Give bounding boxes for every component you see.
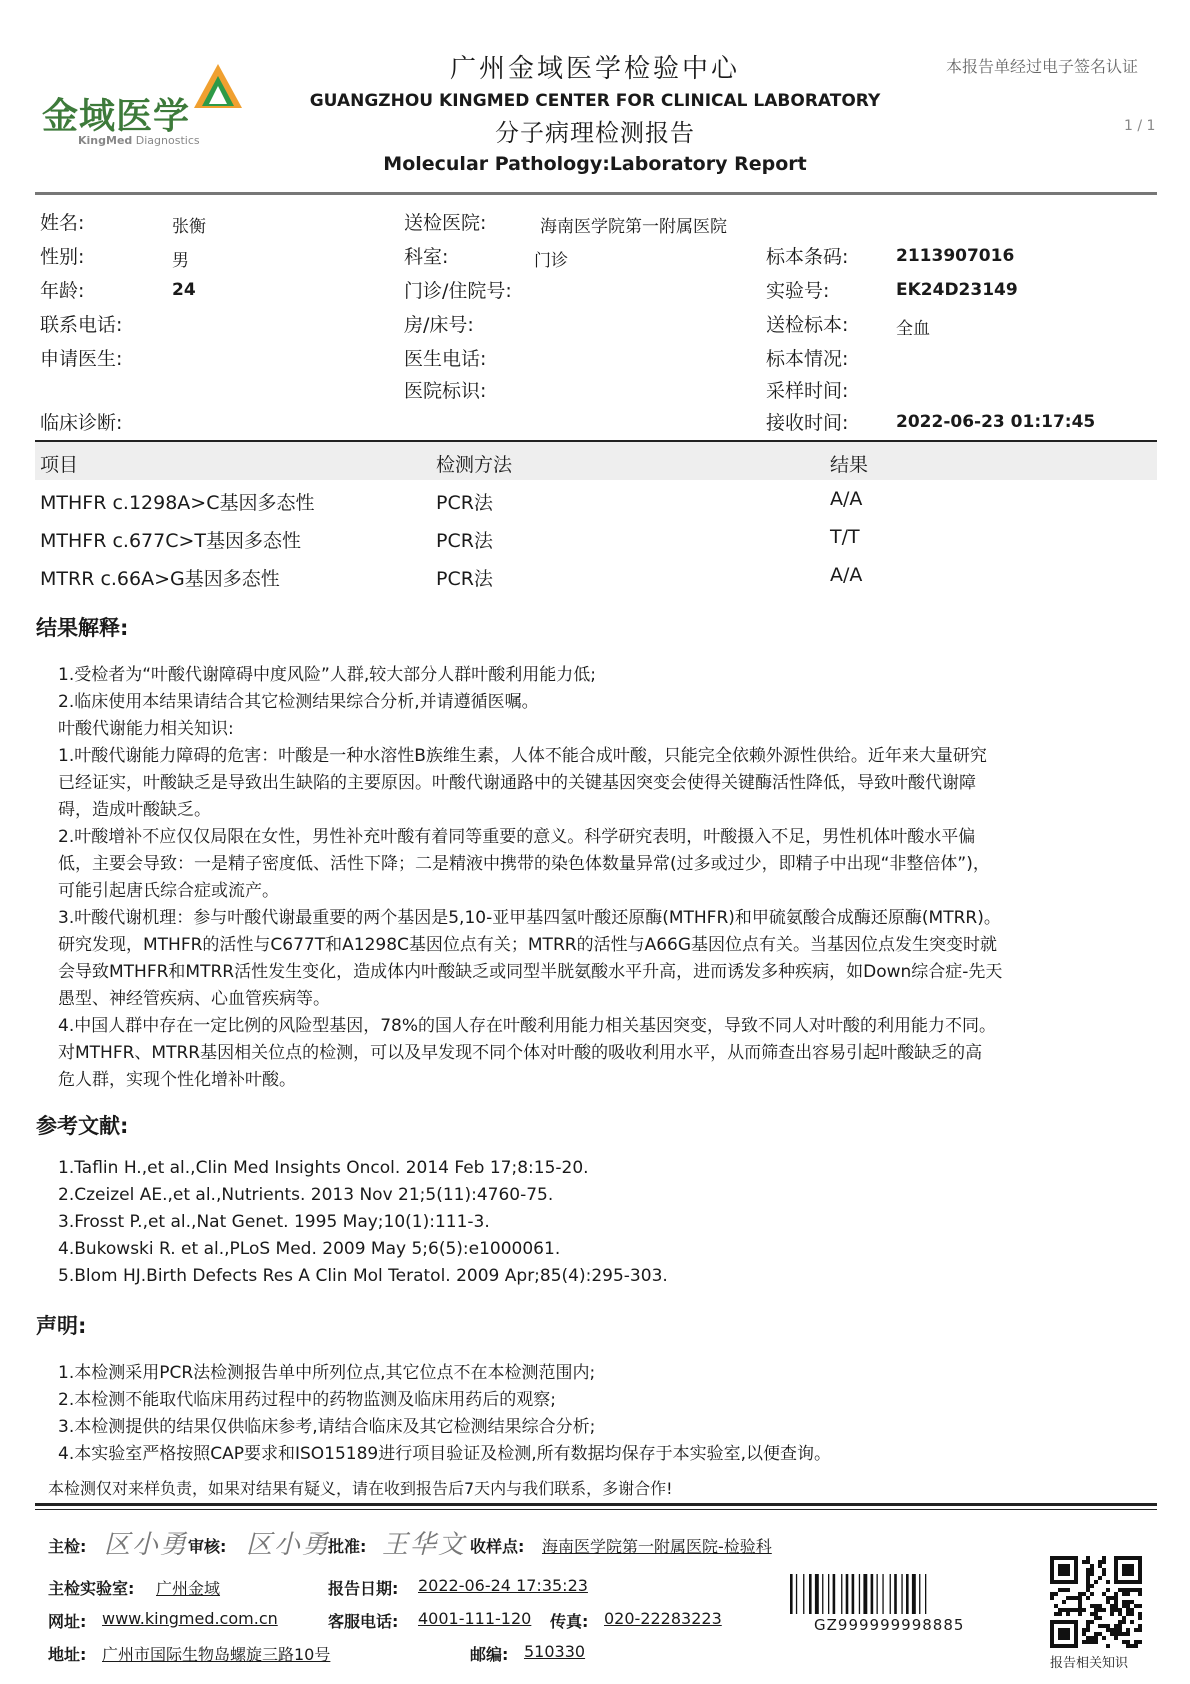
qr-module xyxy=(1138,1628,1142,1632)
qr-module xyxy=(1138,1612,1142,1616)
qr-module xyxy=(1130,1608,1134,1612)
qr-module xyxy=(1102,1608,1106,1612)
barcode-bar xyxy=(859,1574,860,1614)
col-header-result: 结果 xyxy=(830,454,869,476)
qr-module xyxy=(1086,1596,1090,1600)
qr-finder-core xyxy=(1058,1628,1070,1640)
qr-module xyxy=(1058,1608,1062,1612)
qr-module xyxy=(1086,1588,1090,1592)
reference-item: 3.Frosst P.,et al.,Nat Genet. 1995 May;10(1):111-3. xyxy=(58,1212,490,1232)
fax-value: 020-22283223 xyxy=(604,1609,722,1628)
qr-module xyxy=(1106,1600,1110,1604)
qr-module xyxy=(1126,1604,1130,1608)
qr-module xyxy=(1106,1596,1110,1600)
logo-sub: Diagnostics xyxy=(135,134,200,147)
row-result: A/A xyxy=(830,564,863,586)
qr-module xyxy=(1094,1616,1098,1620)
qr-caption: 报告相关知识 xyxy=(1050,1656,1129,1671)
qr-module xyxy=(1138,1588,1142,1592)
reference-item: 2.Czeizel AE.,et al.,Nutrients. 2013 Nov 21;5(11):4760-75. xyxy=(58,1185,554,1205)
interpretation-title: 结果解释: xyxy=(36,616,129,640)
qr-module xyxy=(1122,1620,1126,1624)
qr-module xyxy=(1086,1580,1090,1584)
fax-label: 传真: xyxy=(550,1612,589,1631)
row-item: MTRR c.66A>G基因多态性 xyxy=(40,568,280,590)
statement-item: 1.本检测采用PCR法检测报告单中所列位点,其它位点不在本检测范围内; xyxy=(58,1363,596,1383)
qr-module xyxy=(1130,1620,1134,1624)
qr-module xyxy=(1130,1600,1134,1604)
qr-module xyxy=(1102,1592,1106,1596)
qr-module xyxy=(1090,1564,1094,1568)
qr-module xyxy=(1098,1564,1102,1568)
barcode-bar xyxy=(863,1574,867,1614)
barcode-bar xyxy=(822,1574,823,1614)
footer-divider-bottom xyxy=(35,1509,1157,1510)
barcode-bar xyxy=(894,1574,897,1614)
qr-module xyxy=(1058,1612,1062,1616)
qr-module xyxy=(1086,1556,1090,1560)
report-date-value: 2022-06-24 17:35:23 xyxy=(418,1576,588,1595)
specimen-barcode xyxy=(788,1574,968,1614)
qr-module xyxy=(1110,1632,1114,1636)
interp-line: 已经证实，叶酸缺乏是导致出生缺陷的主要原因。叶酸代谢通路中的关键基因突变会使得关键酶活性降低，导致叶酸代谢障 xyxy=(58,773,976,793)
qr-module xyxy=(1090,1592,1094,1596)
qr-module xyxy=(1118,1628,1122,1632)
qr-module xyxy=(1102,1556,1106,1560)
qr-module xyxy=(1054,1612,1058,1616)
qr-module xyxy=(1114,1592,1118,1596)
qr-module xyxy=(1054,1592,1058,1596)
barcode-bar xyxy=(871,1574,874,1614)
barcode-label: 标本条码: xyxy=(766,246,849,268)
qr-module xyxy=(1062,1608,1066,1612)
qr-module xyxy=(1126,1588,1130,1592)
barcode-bar xyxy=(833,1574,836,1614)
statement-item: 2.本检测不能取代临床用药过程中的药物监测及临床用药后的观察; xyxy=(58,1390,556,1410)
qr-module xyxy=(1106,1644,1110,1648)
qr-module xyxy=(1114,1604,1118,1608)
qr-module xyxy=(1078,1604,1082,1608)
references-title: 参考文献: xyxy=(36,1114,129,1138)
interp-line: 低，主要会导致：一是精子密度低、活性下降；二是精液中携带的染色体数量异常(过多或过少，即精子中出现“非整倍体”)， xyxy=(58,854,990,874)
qr-module xyxy=(1078,1592,1082,1596)
row-result: A/A xyxy=(830,488,863,510)
age-label: 年龄: xyxy=(40,280,85,302)
qr-module xyxy=(1070,1608,1074,1612)
qr-module xyxy=(1082,1608,1086,1612)
qr-module xyxy=(1102,1560,1106,1564)
name-label: 姓名: xyxy=(40,212,85,234)
qr-module xyxy=(1102,1568,1106,1572)
qr-module xyxy=(1106,1580,1110,1584)
qr-module xyxy=(1050,1592,1054,1596)
qr-module xyxy=(1126,1600,1130,1604)
qr-module xyxy=(1110,1608,1114,1612)
specimen-value: 全血 xyxy=(896,319,930,339)
interp-line: 碍，造成叶酸缺乏。 xyxy=(58,800,211,820)
specimen-status-label: 标本情况: xyxy=(766,348,849,370)
qr-module xyxy=(1114,1636,1118,1640)
qr-module xyxy=(1114,1600,1118,1604)
qr-module xyxy=(1082,1632,1086,1636)
qr-module xyxy=(1102,1624,1106,1628)
qr-module xyxy=(1086,1568,1090,1572)
barcode-bar xyxy=(877,1574,878,1614)
lab-value: 广州金域 xyxy=(156,1579,221,1598)
qr-module xyxy=(1094,1612,1098,1616)
qr-module xyxy=(1086,1576,1090,1580)
qr-module xyxy=(1086,1640,1090,1644)
logo-brand: KingMed xyxy=(78,134,133,147)
qr-module xyxy=(1082,1628,1086,1632)
interp-line: 可能引起唐氏综合症或流产。 xyxy=(58,881,279,901)
reference-item: 1.Taflin H.,et al.,Clin Med Insights Oncol. 2014 Feb 17;8:15-20. xyxy=(58,1158,589,1178)
reviewer-signature: 区小勇 xyxy=(246,1530,331,1560)
statement-item: 3.本检测提供的结果仅供临床参考,请结合临床及其它检测结果综合分析; xyxy=(58,1417,596,1437)
qr-module xyxy=(1090,1636,1094,1640)
qr-module xyxy=(1074,1596,1078,1600)
qr-module xyxy=(1130,1644,1134,1648)
tester-signature: 区小勇 xyxy=(104,1530,189,1560)
collection-point-label: 收样点: xyxy=(470,1537,525,1556)
receive-time-value: 2022-06-23 01:17:45 xyxy=(896,412,1096,432)
qr-module xyxy=(1134,1588,1138,1592)
barcode-bar xyxy=(882,1574,883,1614)
lab-label: 主检实验室: xyxy=(48,1579,135,1598)
qr-module xyxy=(1094,1632,1098,1636)
qr-module xyxy=(1114,1608,1118,1612)
barcode-bar xyxy=(846,1574,849,1614)
qr-module xyxy=(1094,1636,1098,1640)
qr-module xyxy=(1074,1608,1078,1612)
qr-module xyxy=(1086,1636,1090,1640)
qr-module xyxy=(1094,1640,1098,1644)
bed-label: 房/床号: xyxy=(404,314,474,336)
service-phone-value: 4001-111-120 xyxy=(418,1609,532,1628)
qr-module xyxy=(1122,1632,1126,1636)
logo-mark-icon xyxy=(192,62,244,114)
qr-module xyxy=(1126,1592,1130,1596)
qr-module xyxy=(1078,1596,1082,1600)
qr-module xyxy=(1098,1560,1102,1564)
qr-module xyxy=(1106,1624,1110,1628)
qr-module xyxy=(1126,1632,1130,1636)
report-type-en: Molecular Pathology:Laboratory Report xyxy=(383,153,807,175)
row-method: PCR法 xyxy=(436,492,493,514)
qr-module xyxy=(1086,1560,1090,1564)
qr-module xyxy=(1066,1612,1070,1616)
qr-module xyxy=(1114,1628,1118,1632)
address-label: 地址: xyxy=(48,1645,87,1664)
qr-module xyxy=(1090,1640,1094,1644)
qr-module xyxy=(1094,1608,1098,1612)
interp-line: 2.临床使用本结果请结合其它检测结果综合分析,并请遵循医嘱。 xyxy=(58,692,539,712)
qr-module xyxy=(1134,1640,1138,1644)
col-header-item: 项目 xyxy=(40,454,79,476)
qr-module xyxy=(1090,1604,1094,1608)
report-type-cn: 分子病理检测报告 xyxy=(495,119,695,147)
barcode-bar xyxy=(796,1574,797,1614)
interp-line: 危人群，实现个性化增补叶酸。 xyxy=(58,1070,296,1090)
barcode-bar xyxy=(803,1574,804,1614)
qr-module xyxy=(1126,1608,1130,1612)
qr-module xyxy=(1134,1604,1138,1608)
qr-module xyxy=(1130,1612,1134,1616)
row-method: PCR法 xyxy=(436,530,493,552)
interp-line: 2.叶酸增补不应仅仅局限在女性，男性补充叶酸有着同等重要的意义。科学研究表明，叶酸摄入不足，男性机体叶酸水平偏 xyxy=(58,827,976,847)
qr-module xyxy=(1126,1628,1130,1632)
qr-module xyxy=(1110,1596,1114,1600)
hospital-label: 送检医院: xyxy=(404,212,487,234)
qr-finder-core xyxy=(1122,1564,1134,1576)
qr-module xyxy=(1070,1596,1074,1600)
qr-module xyxy=(1082,1640,1086,1644)
barcode-number: GZ999999998885 xyxy=(814,1616,965,1634)
qr-module xyxy=(1114,1596,1118,1600)
qr-module xyxy=(1126,1612,1130,1616)
qr-code-icon[interactable] xyxy=(1050,1556,1142,1648)
qr-module xyxy=(1098,1576,1102,1580)
barcode-bar xyxy=(809,1574,812,1614)
footer-divider-top xyxy=(35,1503,1157,1506)
row-result: T/T xyxy=(830,526,860,548)
qr-module xyxy=(1090,1584,1094,1588)
qr-module xyxy=(1062,1600,1066,1604)
qr-module xyxy=(1114,1624,1118,1628)
barcode-bar xyxy=(912,1574,916,1614)
barcode-bar xyxy=(919,1574,920,1614)
qr-module xyxy=(1094,1580,1098,1584)
interp-line: 研究发现，MTHFR的活性与C677T和A1298C基因位点有关；MTRR的活性与A66G基因位点有关。当基因位点发生突变时就 xyxy=(58,935,997,955)
hospital-id-label: 医院标识: xyxy=(404,380,487,402)
report-title-block xyxy=(250,52,940,178)
interp-line: 愚型、神经管疾病、心血管疾病等。 xyxy=(58,989,330,1009)
statement-note: 本检测仅对来样负责，如果对结果有疑义，请在收到报告后7天内与我们联系，多谢合作! xyxy=(48,1479,673,1498)
name-value: 张衡 xyxy=(172,217,206,237)
header-divider xyxy=(35,192,1157,195)
logo xyxy=(42,62,232,154)
interp-line: 叶酸代谢能力相关知识: xyxy=(58,719,234,739)
age-value: 24 xyxy=(172,280,196,300)
barcode-bar xyxy=(852,1574,855,1614)
qr-module xyxy=(1086,1572,1090,1576)
doctor-label: 申请医生: xyxy=(40,348,123,370)
qr-module xyxy=(1098,1624,1102,1628)
postcode-value: 510330 xyxy=(524,1642,586,1661)
lab-no-label: 实验号: xyxy=(766,280,830,302)
qr-module xyxy=(1118,1608,1122,1612)
row-item: MTHFR c.677C>T基因多态性 xyxy=(40,530,301,552)
interp-line: 1.叶酸代谢能力障碍的危害：叶酸是一种水溶性B族维生素，人体不能合成叶酸，只能完全依赖外源性供给。近年来大量研究 xyxy=(58,746,987,766)
qr-module xyxy=(1098,1616,1102,1620)
qr-module xyxy=(1066,1596,1070,1600)
qr-module xyxy=(1110,1612,1114,1616)
phone-label: 联系电话: xyxy=(40,314,123,336)
qr-module xyxy=(1110,1604,1114,1608)
report-date-label: 报告日期: xyxy=(328,1579,399,1598)
barcode-bar xyxy=(906,1574,909,1614)
qr-module xyxy=(1118,1588,1122,1592)
interp-line: 1.受检者为“叶酸代谢障碍中度风险”人群,较大部分人群叶酸利用能力低; xyxy=(58,665,596,685)
row-method: PCR法 xyxy=(436,568,493,590)
qr-module xyxy=(1078,1608,1082,1612)
qr-module xyxy=(1102,1572,1106,1576)
qr-module xyxy=(1066,1588,1070,1592)
qr-module xyxy=(1122,1592,1126,1596)
qr-module xyxy=(1110,1628,1114,1632)
sex-value: 男 xyxy=(172,251,189,271)
qr-module xyxy=(1122,1616,1126,1620)
website-link[interactable]: www.kingmed.com.cn xyxy=(102,1609,278,1628)
barcode-bar xyxy=(815,1574,819,1614)
page-number: 1 / 1 xyxy=(1124,118,1156,134)
center-name-en: GUANGZHOU KINGMED CENTER FOR CLINICAL LABORATORY xyxy=(309,91,881,111)
qr-module xyxy=(1130,1588,1134,1592)
qr-module xyxy=(1090,1620,1094,1624)
qr-module xyxy=(1134,1644,1138,1648)
center-name-cn: 广州金域医学检验中心 xyxy=(449,54,740,84)
qr-module xyxy=(1098,1608,1102,1612)
qr-module xyxy=(1118,1624,1122,1628)
postcode-label: 邮编: xyxy=(470,1645,509,1664)
row-item: MTHFR c.1298A>C基因多态性 xyxy=(40,492,315,514)
qr-module xyxy=(1086,1620,1090,1624)
approver-label: 批准: xyxy=(328,1537,367,1556)
website-label: 网址: xyxy=(48,1612,87,1631)
qr-module xyxy=(1122,1600,1126,1604)
interp-line: 对MTHFR、MTRR基因相关位点的检测，可以及早发现不同个体对叶酸的吸收利用水平，从而筛查出容易引起叶酸缺乏的高 xyxy=(58,1043,983,1063)
qr-module xyxy=(1086,1584,1090,1588)
dept-value: 门诊 xyxy=(534,251,568,271)
statement-item: 4.本实验室严格按照CAP要求和ISO15189进行项目验证及检测,所有数据均保存于本实验室,以便查询。 xyxy=(58,1444,832,1464)
service-phone-label: 客服电话: xyxy=(328,1612,399,1631)
qr-module xyxy=(1118,1612,1122,1616)
qr-module xyxy=(1078,1600,1082,1604)
barcode-value: 2113907016 xyxy=(896,246,1015,266)
qr-module xyxy=(1126,1640,1130,1644)
specimen-label: 送检标本: xyxy=(766,314,849,336)
qr-module xyxy=(1138,1604,1142,1608)
barcode-bar xyxy=(925,1574,926,1614)
barcode-bar xyxy=(790,1574,793,1614)
qr-module xyxy=(1098,1632,1102,1636)
tester-label: 主检: xyxy=(48,1537,87,1556)
qr-module xyxy=(1114,1632,1118,1636)
address-value: 广州市国际生物岛螺旋三路10号 xyxy=(102,1645,331,1664)
esign-note: 本报告单经过电子签名认证 xyxy=(946,57,1139,76)
qr-module xyxy=(1066,1608,1070,1612)
sex-label: 性别: xyxy=(40,246,85,268)
qr-module xyxy=(1122,1604,1126,1608)
collection-point-value: 海南医学院第一附属医院-检验科 xyxy=(542,1537,772,1556)
qr-module xyxy=(1082,1592,1086,1596)
interp-line: 4.中国人群中存在一定比例的风险型基因，78%的国人存在叶酸利用能力相关基因突变，导致不同人对叶酸的利用能力不同。 xyxy=(58,1016,997,1036)
qr-module xyxy=(1138,1616,1142,1620)
qr-module xyxy=(1090,1572,1094,1576)
dept-label: 科室: xyxy=(404,246,449,268)
qr-module xyxy=(1138,1592,1142,1596)
barcode-bar xyxy=(890,1574,891,1614)
results-header xyxy=(35,442,1157,480)
qr-module xyxy=(1122,1640,1126,1644)
collect-time-label: 采样时间: xyxy=(766,380,849,402)
interp-line: 会导致MTHFR和MTRR活性发生变化，造成体内叶酸缺乏或同型半胱氨酸水平升高，进而诱发多种疾病，如Down综合症-先天 xyxy=(58,962,1003,982)
logo-text-cn: 金域医学 xyxy=(42,96,191,137)
col-header-method: 检测方法 xyxy=(436,454,513,476)
barcode-bar xyxy=(828,1574,829,1614)
qr-module xyxy=(1050,1596,1054,1600)
qr-module xyxy=(1138,1624,1142,1628)
qr-module xyxy=(1054,1604,1058,1608)
interp-line: 3.叶酸代谢机理：参与叶酸代谢最重要的两个基因是5,10-亚甲基四氢叶酸还原酶(MTHFR)和甲硫氨酸合成酶还原酶(MTRR)。 xyxy=(58,908,1001,928)
diagnosis-label: 临床诊断: xyxy=(40,412,123,434)
qr-module xyxy=(1090,1568,1094,1572)
reference-item: 4.Bukowski R. et al.,PLoS Med. 2009 May 5;6(5):e1000061. xyxy=(58,1239,561,1259)
barcode-bar xyxy=(901,1574,902,1614)
qr-module xyxy=(1118,1620,1122,1624)
doctor-phone-label: 医生电话: xyxy=(404,348,487,370)
reviewer-label: 审核: xyxy=(188,1537,227,1556)
receive-time-label: 接收时间: xyxy=(766,412,849,434)
qr-module xyxy=(1106,1588,1110,1592)
qr-module xyxy=(1094,1604,1098,1608)
qr-module xyxy=(1086,1628,1090,1632)
qr-module xyxy=(1058,1588,1062,1592)
qr-module xyxy=(1122,1588,1126,1592)
qr-module xyxy=(1134,1628,1138,1632)
barcode-bar xyxy=(841,1574,842,1614)
qr-module xyxy=(1098,1604,1102,1608)
qr-module xyxy=(1090,1612,1094,1616)
logo-text-en xyxy=(78,134,200,147)
qr-module xyxy=(1118,1632,1122,1636)
qr-finder-core xyxy=(1058,1564,1070,1576)
qr-module xyxy=(1078,1612,1082,1616)
qr-module xyxy=(1086,1624,1090,1628)
reference-item: 5.Blom HJ.Birth Defects Res A Clin Mol Teratol. 2009 Apr;85(4):295-303. xyxy=(58,1266,668,1286)
qr-module xyxy=(1102,1636,1106,1640)
hospital-value: 海南医学院第一附属医院 xyxy=(540,217,727,237)
qr-module xyxy=(1106,1628,1110,1632)
lab-no-value: EK24D23149 xyxy=(896,280,1018,300)
qr-module xyxy=(1126,1644,1130,1648)
qr-module xyxy=(1138,1640,1142,1644)
statement-title: 声明: xyxy=(36,1314,87,1338)
approver-signature: 王华文 xyxy=(382,1530,467,1560)
clinic-no-label: 门诊/住院号: xyxy=(404,280,512,302)
qr-module xyxy=(1082,1560,1086,1564)
qr-module xyxy=(1062,1588,1066,1592)
